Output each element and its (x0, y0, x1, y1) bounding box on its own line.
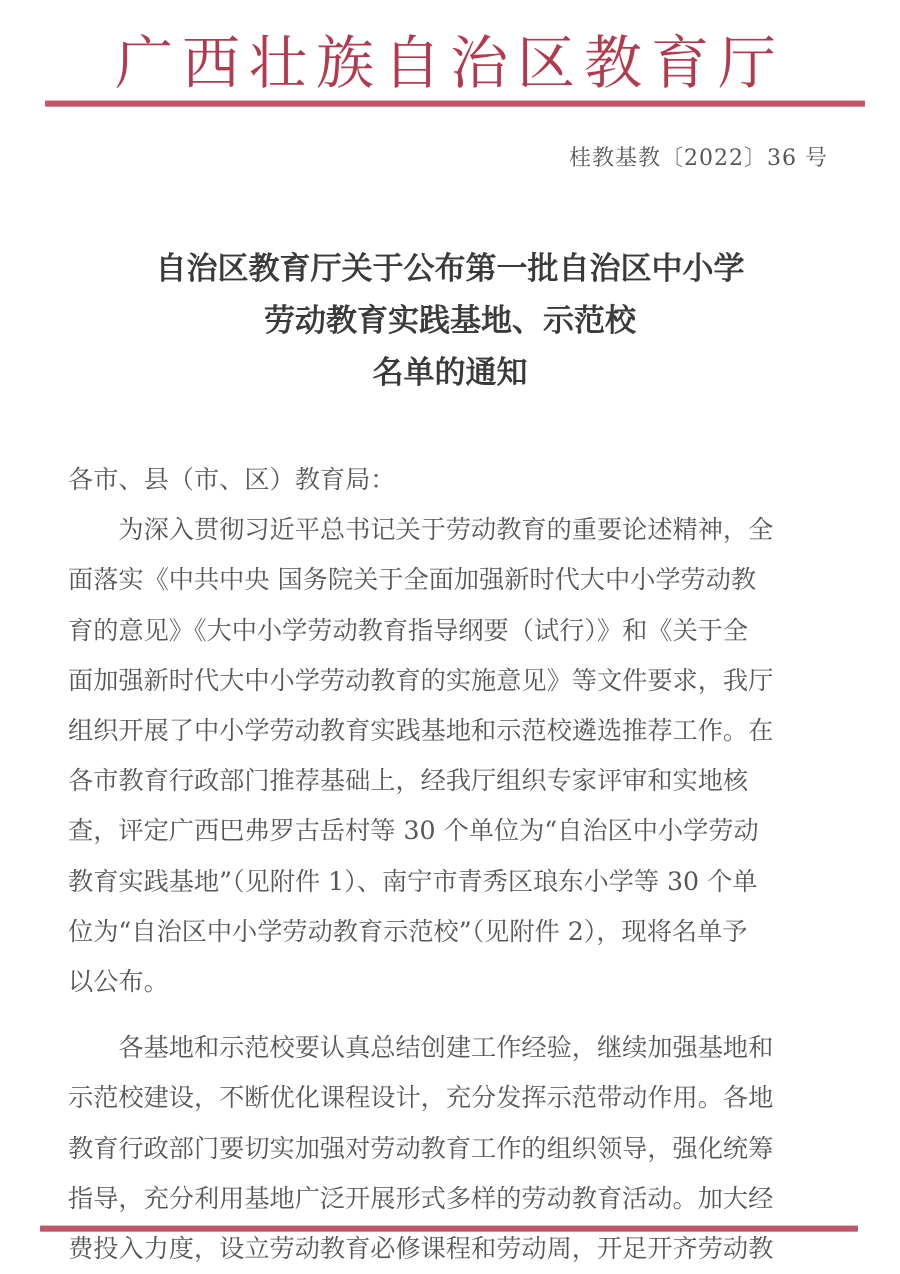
document-body (68, 455, 832, 1274)
paragraph-line: 为深入贯彻习近平总书记关于劳动教育的重要论述精神，全 (68, 515, 774, 545)
document-title (0, 243, 900, 399)
paragraph-1 (68, 505, 832, 1007)
paragraph-line: 各基地和示范校要认真总结创建工作经验，继续加强基地和 (68, 1033, 774, 1063)
paragraph-line: 以公布。 (68, 967, 169, 997)
masthead-red-rule (45, 101, 865, 106)
document-number: 桂教基教〔2022〕36 号 (569, 146, 828, 171)
paragraph-line: 指导，充分利用基地广泛开展形式多样的劳动教育活动。加大经 (68, 1183, 774, 1213)
title-line-3: 名单的通知 (372, 355, 528, 391)
salutation: 各市、县（市、区）教育局： (68, 465, 396, 494)
paragraph-line: 查，评定广西巴弗罗古岳村等 30 个单位为“自治区中小学劳动 (68, 816, 759, 846)
issuing-authority-masthead: 广西壮族自治区教育厅 (114, 29, 785, 97)
paragraph-2 (68, 1023, 832, 1274)
footer-red-rule (40, 1226, 858, 1231)
paragraph-line: 位为“自治区中小学劳动教育示范校”（见附件 2），现将名单予 (68, 916, 748, 946)
paragraph-line: 面落实《中共中央 国务院关于全面加强新时代大中小学劳动教 (68, 565, 757, 595)
paragraph-line: 组织开展了中小学劳动教育实践基地和示范校遴选推荐工作。在 (68, 716, 774, 746)
paragraph-line: 育的意见》《大中小学劳动教育指导纲要（试行）》和《关于全 (68, 615, 749, 645)
title-line-2: 劳动教育实践基地、示范校 (264, 303, 636, 339)
paragraph-spacer (68, 1007, 832, 1023)
paragraph-line: 示范校建设，不断优化课程设计，充分发挥示范带动作用。各地 (68, 1083, 774, 1113)
paragraph-line: 教育行政部门要切实加强对劳动教育工作的组织领导，强化统筹 (68, 1133, 774, 1163)
paragraph-line: 面加强新时代大中小学劳动教育的实施意见》等文件要求，我厅 (68, 665, 774, 695)
paragraph-line: 各市教育行政部门推荐基础上，经我厅组织专家评审和实地核 (68, 766, 749, 796)
title-line-1: 自治区教育厅关于公布第一批自治区中小学 (155, 251, 745, 287)
paragraph-line: 教育实践基地”（见附件 1）、南宁市青秀区琅东小学等 30 个单 (68, 866, 758, 896)
paragraph-line: 费投入力度，设立劳动教育必修课程和劳动周，开足开齐劳动教 (68, 1234, 774, 1264)
